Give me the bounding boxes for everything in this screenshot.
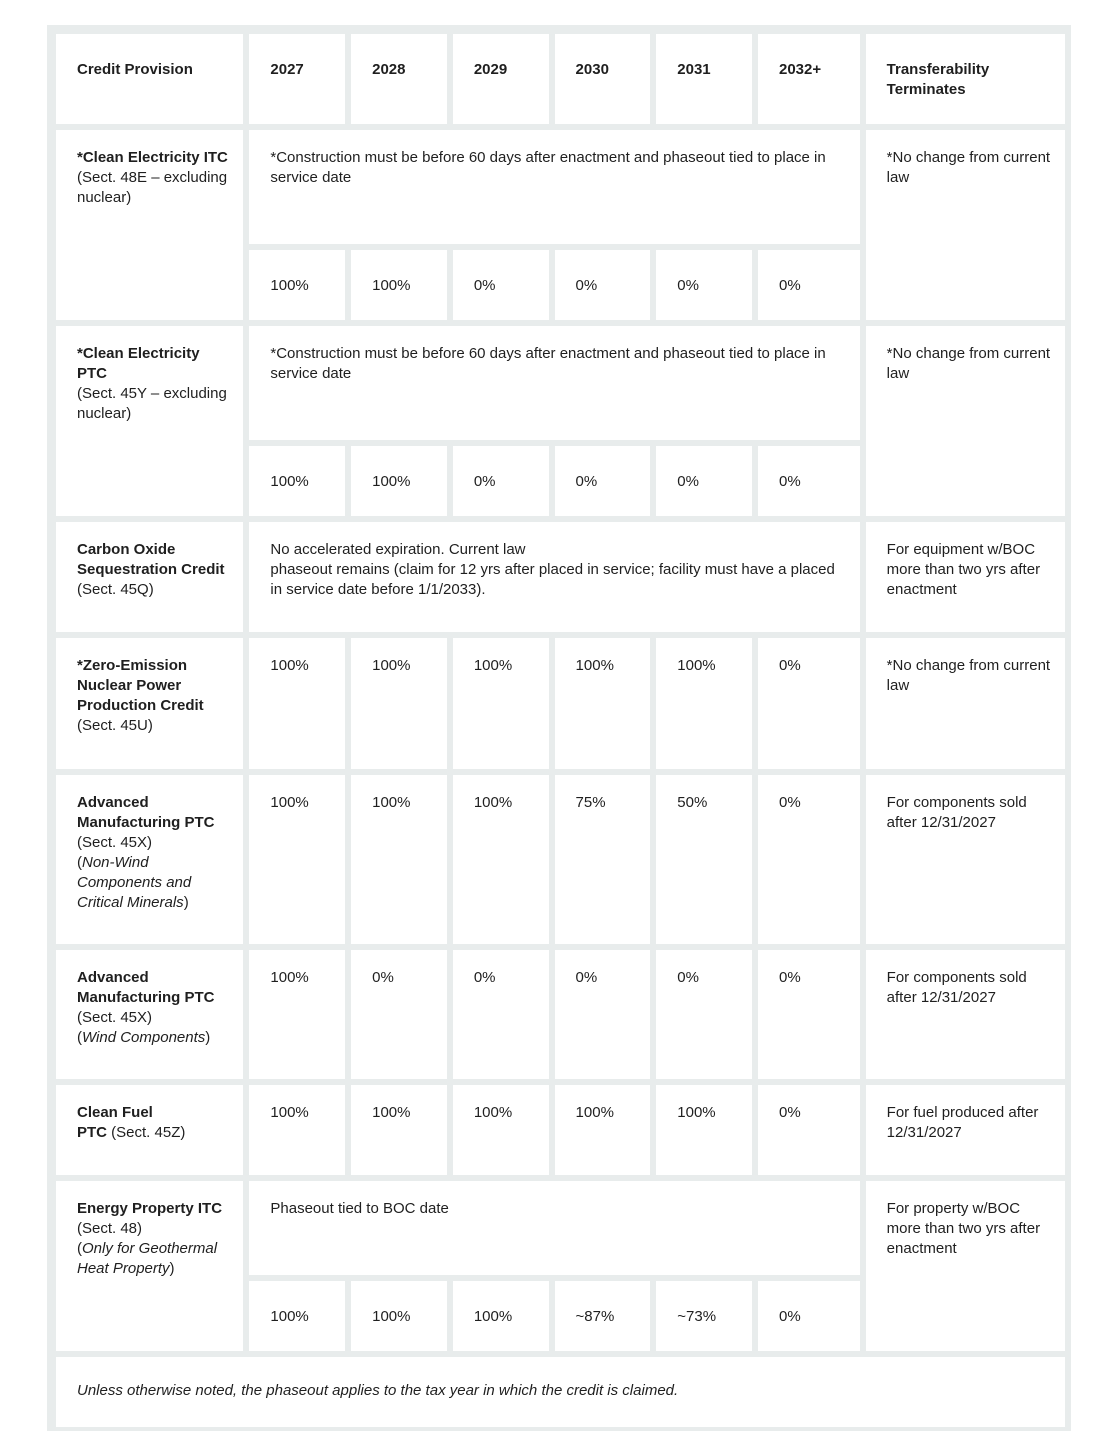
value-2030: ~87% <box>555 1281 651 1351</box>
value-2028: 100% <box>351 1281 447 1351</box>
credit-name-cell <box>56 638 243 769</box>
credit-name-bold: *Clean Electricity ITC <box>77 149 228 166</box>
value-2030: 0% <box>555 950 651 1079</box>
footnote: Unless otherwise noted, the phaseout applies to the tax year in which the credit is claimed. <box>56 1357 1065 1427</box>
value-2028: 100% <box>351 1085 447 1175</box>
credit-table-frame <box>47 25 1071 1431</box>
value-2027: 100% <box>249 950 345 1079</box>
phaseout-note: Phaseout tied to BOC date <box>249 1181 859 1275</box>
phaseout-note <box>249 522 859 632</box>
value-2032-plus: 0% <box>758 950 860 1079</box>
credit-name-detail: (Sect. 45X) <box>77 834 153 851</box>
header-2031: 2031 <box>656 34 752 124</box>
row-advanced-manufacturing-nonwind <box>56 775 1065 944</box>
value-2029: 0% <box>453 250 549 320</box>
value-2032-plus: 0% <box>758 446 860 516</box>
value-2027: 100% <box>249 775 345 944</box>
value-2027: 100% <box>249 1085 345 1175</box>
phaseout-note: *Construction must be before 60 days after enactment and phaseout tied to place in service date <box>249 326 859 440</box>
value-2027: 100% <box>249 250 345 320</box>
value-2031: 50% <box>656 775 752 944</box>
value-2027: 100% <box>249 446 345 516</box>
value-2032-plus: 0% <box>758 775 860 944</box>
phaseout-note-line1: No accelerated expiration. Current law <box>270 541 526 558</box>
value-2031: 100% <box>656 1085 752 1175</box>
phaseout-note-line2: phaseout remains (claim for 12 yrs after placed in service; facility must have a placed in service date before 1/1/2033). <box>270 561 835 598</box>
credit-name-bold: Advanced Manufacturing PTC <box>77 794 215 831</box>
row-clean-electricity-itc <box>56 130 1065 244</box>
value-2027: 100% <box>249 638 345 769</box>
credit-name-detail: (Sect. 45Y – excluding nuclear) <box>77 385 227 422</box>
value-2029: 0% <box>453 950 549 1079</box>
value-2032-plus: 0% <box>758 1281 860 1351</box>
header-2027: 2027 <box>249 34 345 124</box>
value-2031: 0% <box>656 446 752 516</box>
header-row <box>56 34 1065 124</box>
value-2031: 0% <box>656 950 752 1079</box>
transferability-cell: For property w/BOC more than two yrs after enactment <box>866 1181 1065 1351</box>
value-2031: 0% <box>656 250 752 320</box>
value-2031: ~73% <box>656 1281 752 1351</box>
value-2030: 100% <box>555 638 651 769</box>
credit-name-bold: Carbon Oxide Sequestration Credit <box>77 541 225 578</box>
credit-name-detail: (Sect. 45U) <box>77 717 153 734</box>
row-energy-property-itc <box>56 1181 1065 1275</box>
credit-name-cell: Energy Property ITC (Sect. 48) (Only for Geothermal Heat Property) <box>56 1181 243 1351</box>
value-2028: 100% <box>351 250 447 320</box>
credit-phaseout-table <box>50 28 1071 1433</box>
row-zero-emission-nuclear <box>56 638 1065 769</box>
transferability-cell: For components sold after 12/31/2027 <box>866 775 1065 944</box>
credit-name-cell: Advanced Manufacturing PTC (Sect. 45X) (Wind Components) <box>56 950 243 1079</box>
credit-name-bold: Advanced Manufacturing PTC <box>77 969 215 1006</box>
value-2029: 100% <box>453 775 549 944</box>
credit-name-italic: Wind Components <box>82 1029 206 1046</box>
header-transferability: Transferability Terminates <box>866 34 1065 124</box>
credit-name-cell <box>56 522 243 632</box>
credit-name-bold-2: PTC <box>77 1124 107 1141</box>
row-clean-fuel-ptc <box>56 1085 1065 1175</box>
value-2030: 0% <box>555 446 651 516</box>
value-2028: 100% <box>351 775 447 944</box>
transferability-cell: For components sold after 12/31/2027 <box>866 950 1065 1079</box>
value-2032-plus: 0% <box>758 638 860 769</box>
credit-name-detail: (Sect. 48) <box>77 1220 143 1237</box>
transferability-cell: *No change from current law <box>866 638 1065 769</box>
credit-name-cell <box>56 1085 243 1175</box>
phaseout-note: *Construction must be before 60 days after enactment and phaseout tied to place in service date <box>249 130 859 244</box>
credit-name-detail: (Sect. 45X) <box>77 1009 153 1026</box>
transferability-cell: *No change from current law <box>866 326 1065 516</box>
value-2031: 100% <box>656 638 752 769</box>
value-2028: 100% <box>351 446 447 516</box>
header-2032-plus: 2032+ <box>758 34 860 124</box>
credit-name-italic: Only for Geothermal Heat Property <box>77 1240 218 1277</box>
credit-name-bold: *Clean Electricity PTC <box>77 345 200 382</box>
transferability-cell: For equipment w/BOC more than two yrs after enactment <box>866 522 1065 632</box>
value-2028: 0% <box>351 950 447 1079</box>
credit-name-cell <box>56 326 243 516</box>
header-2028: 2028 <box>351 34 447 124</box>
credit-name-bold: *Zero-Emission Nuclear Power Production Credit <box>77 657 204 714</box>
value-2028: 100% <box>351 638 447 769</box>
credit-name-detail: (Sect. 45Z) <box>107 1124 186 1141</box>
value-2030: 75% <box>555 775 651 944</box>
transferability-cell: *No change from current law <box>866 130 1065 320</box>
credit-name-italic: Non-Wind Components and Critical Minerals <box>77 854 192 911</box>
row-carbon-oxide-sequestration <box>56 522 1065 632</box>
value-2029: 100% <box>453 638 549 769</box>
value-2029: 100% <box>453 1281 549 1351</box>
value-2029: 0% <box>453 446 549 516</box>
transferability-cell: For fuel produced after 12/31/2027 <box>866 1085 1065 1175</box>
value-2027: 100% <box>249 1281 345 1351</box>
row-clean-electricity-ptc <box>56 326 1065 440</box>
value-2030: 100% <box>555 1085 651 1175</box>
credit-name-bold: Clean Fuel <box>77 1104 153 1121</box>
credit-name-cell: Advanced Manufacturing PTC (Sect. 45X) (Non-Wind Components and Critical Minerals) <box>56 775 243 944</box>
row-advanced-manufacturing-wind <box>56 950 1065 1079</box>
footnote-row <box>56 1357 1065 1427</box>
credit-name-cell <box>56 130 243 320</box>
value-2032-plus: 0% <box>758 1085 860 1175</box>
credit-name-detail: (Sect. 45Q) <box>77 581 154 598</box>
header-2029: 2029 <box>453 34 549 124</box>
credit-name-bold: Energy Property ITC <box>77 1200 223 1217</box>
header-2030: 2030 <box>555 34 651 124</box>
credit-name-detail: (Sect. 48E – excluding nuclear) <box>77 169 228 206</box>
value-2032-plus: 0% <box>758 250 860 320</box>
value-2030: 0% <box>555 250 651 320</box>
value-2029: 100% <box>453 1085 549 1175</box>
header-credit-provision: Credit Provision <box>56 34 243 124</box>
